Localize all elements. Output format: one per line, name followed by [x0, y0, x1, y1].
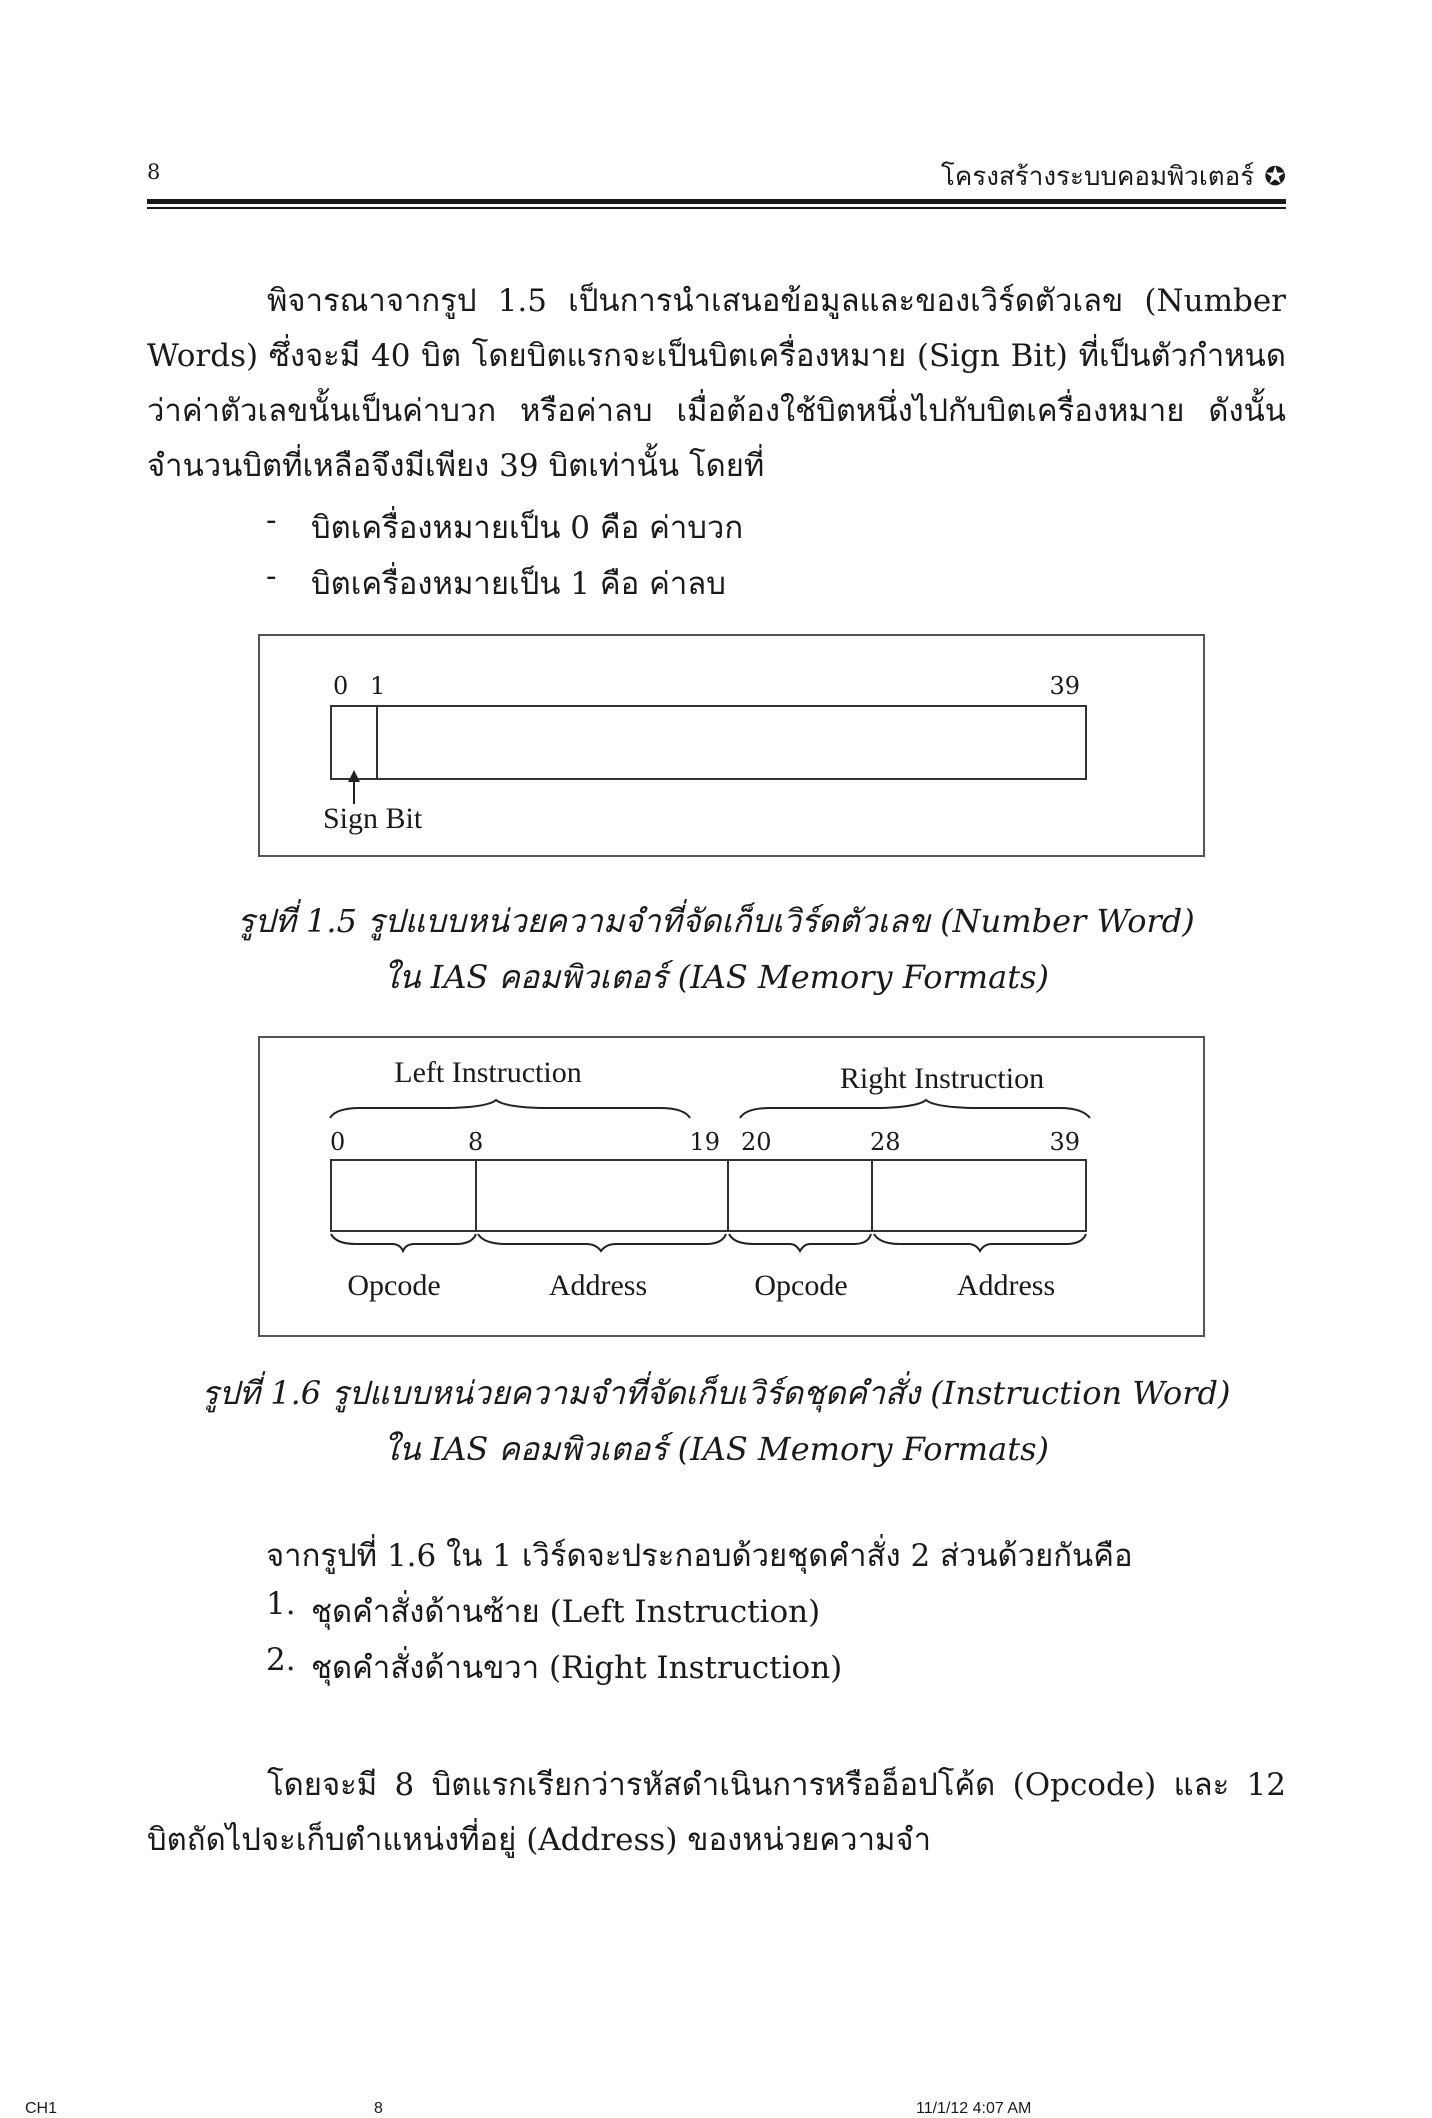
list-marker: 1. [266, 1586, 296, 1622]
running-title [941, 156, 1286, 197]
field-label: Address [548, 1269, 648, 1302]
figure-1-6-caption: รูปที่ 1.6 รูปแบบหน่วยความจำที่จัดเก็บเวิร์ดชุดคำสั่ง (Instruction Word) [201, 1374, 1231, 1412]
list-item: ชุดคำสั่งด้านซ้าย (Left Instruction) [311, 1594, 821, 1630]
footer-timestamp: 11/1/12 4:07 AM [916, 2100, 1032, 2117]
left-address-brace [478, 1234, 726, 1251]
list-marker: 2. [266, 1642, 296, 1678]
right-instruction-brace [740, 1100, 1090, 1118]
gear-icon: ✪ [1264, 162, 1286, 192]
field-label: Address [956, 1269, 1056, 1302]
bullet-marker: - [266, 558, 277, 594]
sign-arrow-head [348, 770, 360, 782]
right-instruction-label: Right Instruction [839, 1062, 1045, 1095]
page-number: 8 [147, 160, 161, 184]
sign-bit-label: Sign Bit [323, 802, 423, 835]
bit-label: 0 [333, 672, 349, 700]
bullet-marker: - [266, 502, 277, 538]
field-label: Opcode [347, 1269, 441, 1302]
left-instruction-brace [330, 1100, 690, 1118]
bit-label: 28 [870, 1128, 901, 1156]
left-opcode-cell [331, 1160, 476, 1231]
bit-label: 0 [330, 1128, 346, 1156]
left-address-cell [476, 1160, 728, 1231]
figure-1-5-caption-line2: ใน IAS คอมพิวเตอร์ (IAS Memory Formats) [383, 958, 1049, 996]
bit-label: 8 [468, 1128, 484, 1156]
right-opcode-brace [729, 1234, 871, 1251]
figure-instruction-word [258, 1036, 1205, 1337]
right-address-brace [874, 1234, 1086, 1251]
left-opcode-brace [331, 1234, 476, 1251]
bit-label: 20 [741, 1128, 772, 1156]
footer-page: 8 [374, 2100, 383, 2117]
bit-label: 19 [689, 1128, 720, 1156]
figure-1-6-caption-line2: ใน IAS คอมพิวเตอร์ (IAS Memory Formats) [383, 1430, 1049, 1468]
running-title-text: โครงสร้างระบบคอมพิวเตอร์ [940, 162, 1255, 192]
header-rule-thin [147, 207, 1286, 209]
list-item: ชุดคำสั่งด้านขวา (Right Instruction) [311, 1650, 843, 1686]
figure-number-word [258, 634, 1205, 857]
paragraph-3: โดยจะมี 8 บิตแรกเรียกว่ารหัสดำเนินการหรืออ็อปโค้ด (Opcode) และ 12 บิตถัดไปจะเก็บตำแหน่งที่อยู่ (Address) ของหน่วยความจำ [147, 1767, 1286, 1858]
sign-bit-cell [331, 706, 377, 779]
paragraph-1: พิจารณาจากรูป 1.5 เป็นการนำเสนอข้อมูลและของเวิร์ดตัวเลข (Number Words) ซึ่งจะมี 40 บิต โดยบิตแรกจะเป็นบิตเครื่องหมาย (Sign Bit) ที่เป็นตัวกำหนดว่าค่าตัวเลขนั้นเป็นค่าบวก หรือค่าลบ เมื่อต้องใช้บิตหนึ่งไปกับบิตเครื่องหมาย ดังนั้นจำนวนบิตที่เหลือจึงมีเพียง 39 บิตเท่านั้น โดยที่ [147, 283, 1286, 484]
bullet-item: บิตเครื่องหมายเป็น 0 คือ ค่าบวก [311, 510, 744, 546]
left-instruction-label: Left Instruction [394, 1056, 582, 1089]
number-word-diagram [260, 636, 1207, 859]
paragraph-2: จากรูปที่ 1.6 ใน 1 เวิร์ดจะประกอบด้วยชุดคำสั่ง 2 ส่วนด้วยกันคือ [266, 1538, 1133, 1574]
field-label: Opcode [754, 1269, 848, 1302]
instruction-word-diagram [260, 1038, 1207, 1339]
bit-label: 1 [370, 672, 386, 700]
figure-1-5-caption: รูปที่ 1.5 รูปแบบหน่วยความจำที่จัดเก็บเวิร์ดตัวเลข (Number Word) [237, 902, 1195, 940]
bullet-item: บิตเครื่องหมายเป็น 1 คือ ค่าลบ [311, 566, 726, 602]
magnitude-cell [377, 706, 1086, 779]
bit-label: 39 [1049, 1128, 1080, 1156]
bit-label: 39 [1049, 672, 1080, 700]
right-opcode-cell [728, 1160, 872, 1231]
header-rule [147, 199, 1286, 204]
footer-chapter: CH1 [25, 2100, 58, 2117]
right-address-cell [872, 1160, 1086, 1231]
